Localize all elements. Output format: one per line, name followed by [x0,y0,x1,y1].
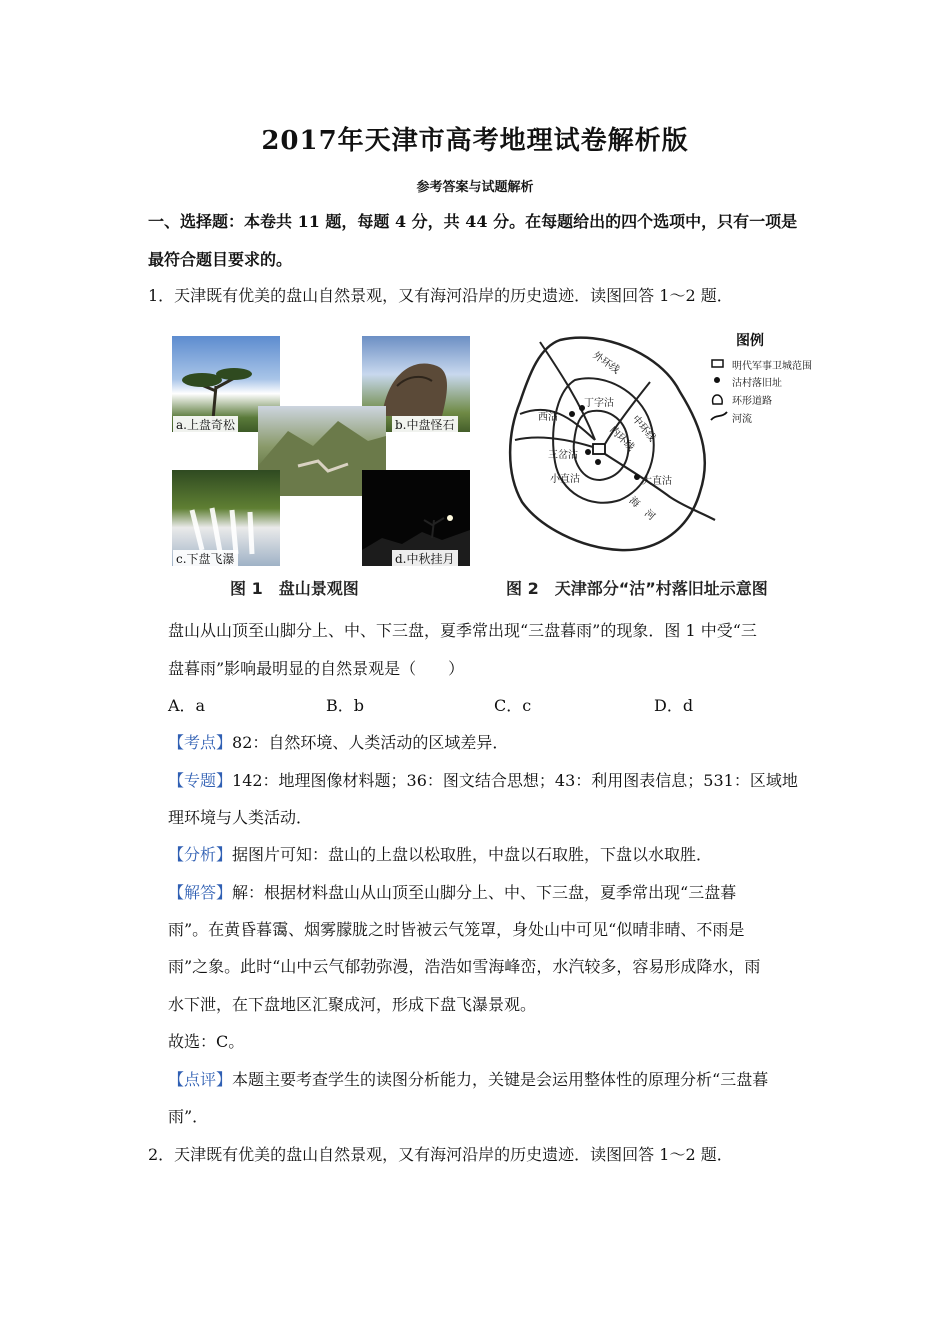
question-1-stem: 1．天津既有优美的盘山自然景观，又有海河沿岸的历史遗迹．读图回答 1～2 题． [148,286,733,305]
question-1-text-line1: 盘山从山顶至山脚分上、中、下三盘，夏季常出现“三盘暮雨”的现象．图 1 中受“三 [168,621,757,640]
map-label-dingzi: 丁字沽 [584,398,614,409]
zhuanti-line2: 理环境与人类活动． [168,808,313,827]
fenxi-row [168,845,712,865]
photo-c-label: c.下盘飞瀑 [173,550,238,567]
figure-1-collage [172,336,474,566]
section-heading-line2: 最符合题目要求的。 [148,250,293,269]
zhuanti-tag: 【专题】 [168,771,233,790]
dianping-tag: 【点评】 [168,1070,233,1089]
legend-item-ring-road: 环形道路 [732,396,772,407]
kaodian-row [168,733,508,753]
zhuanti-row [168,771,798,791]
jieda-line4: 水下泄，在下盘地区汇聚成河，形成下盘飞瀑景观。 [168,995,537,1014]
option-d: D．d [654,696,694,715]
map-label-xiaozhi: 小直沽 [550,474,580,485]
figures-block [172,322,828,612]
page-title: 2017年天津市高考地理试卷解析版 [261,126,689,156]
dianping-line2: 雨”． [168,1107,209,1126]
photo-b-label: b.中盘怪石 [392,416,458,433]
question-1-text-line2: 盘暮雨”影响最明显的自然景观是（ ） [168,659,465,678]
jieda-text: 解：根据材料盘山从山顶至山脚分上、中、下三盘，夏季常出现“三盘暮 [232,883,737,902]
photo-a-label: a.上盘奇松 [173,416,238,433]
map-label-dazhi: 大直沽 [642,476,672,487]
section-heading-line1: 一、选择题：本卷共 11 题，每题 4 分，共 44 分。在每题给出的四个选项中，只有一项是 [148,212,798,231]
kaodian-tag: 【考点】 [168,733,233,752]
dianping-text: 本题主要考查学生的读图分析能力，关键是会运用整体性的原理分析“三盘暮 [232,1070,769,1089]
legend-item-village: 沽村落旧址 [732,378,782,389]
jieda-row [168,883,736,903]
option-b: B．b [326,696,365,715]
photo-d-label: d.中秋挂月 [392,550,458,567]
page-subtitle: 参考答案与试题解析 [416,180,534,195]
jieda-line3: 雨”之象。此时“山中云气郁勃弥漫，浩浩如雪海峰峦，水汽较多，容易形成降水，雨 [168,957,761,976]
option-c: C．c [494,696,532,715]
map-label-haihe: 海 河 [626,495,657,523]
map-label-middle-ring: 中环线 [629,413,658,444]
dianping-row [168,1070,768,1090]
question-2-stem: 2．天津既有优美的盘山自然景观，又有海河沿岸的历史遗迹．读图回答 1～2 题． [148,1145,733,1164]
map-label-xigu: 西沽 [538,412,558,423]
jieda-line2: 雨”。在黄昏暮霭、烟雾朦胧之时皆被云气笼罩，身处山中可见“似晴非晴、不雨是 [168,920,745,939]
map-label-outer-ring: 外环线 [590,350,622,377]
map-label-inner-ring: 内环线 [607,424,637,454]
fenxi-tag: 【分析】 [168,845,233,864]
figure-2-caption: 图 2 天津部分“沽”村落旧址示意图 [506,579,768,598]
answer-line: 故选：C。 [168,1032,245,1051]
option-a: A．a [168,696,206,715]
figure-1-caption: 图 1 盘山景观图 [230,579,359,598]
legend-item-river: 河流 [732,414,752,425]
zhuanti-text: 142：地理图像材料题；36：图文结合思想；43：利用图表信息；531：区域地 [232,771,798,790]
figure-2-map [500,322,826,570]
fenxi-text: 据图片可知：盘山的上盘以松取胜，中盘以石取胜，下盘以水取胜． [232,845,713,864]
kaodian-text: 82：自然环境、人类活动的区域差异． [232,733,509,752]
map-label-sancha: 三岔沽 [548,450,578,461]
legend-item-walled-city: 明代军事卫城范围 [732,361,812,372]
jieda-tag: 【解答】 [168,883,233,902]
legend-title: 图例 [736,333,764,349]
